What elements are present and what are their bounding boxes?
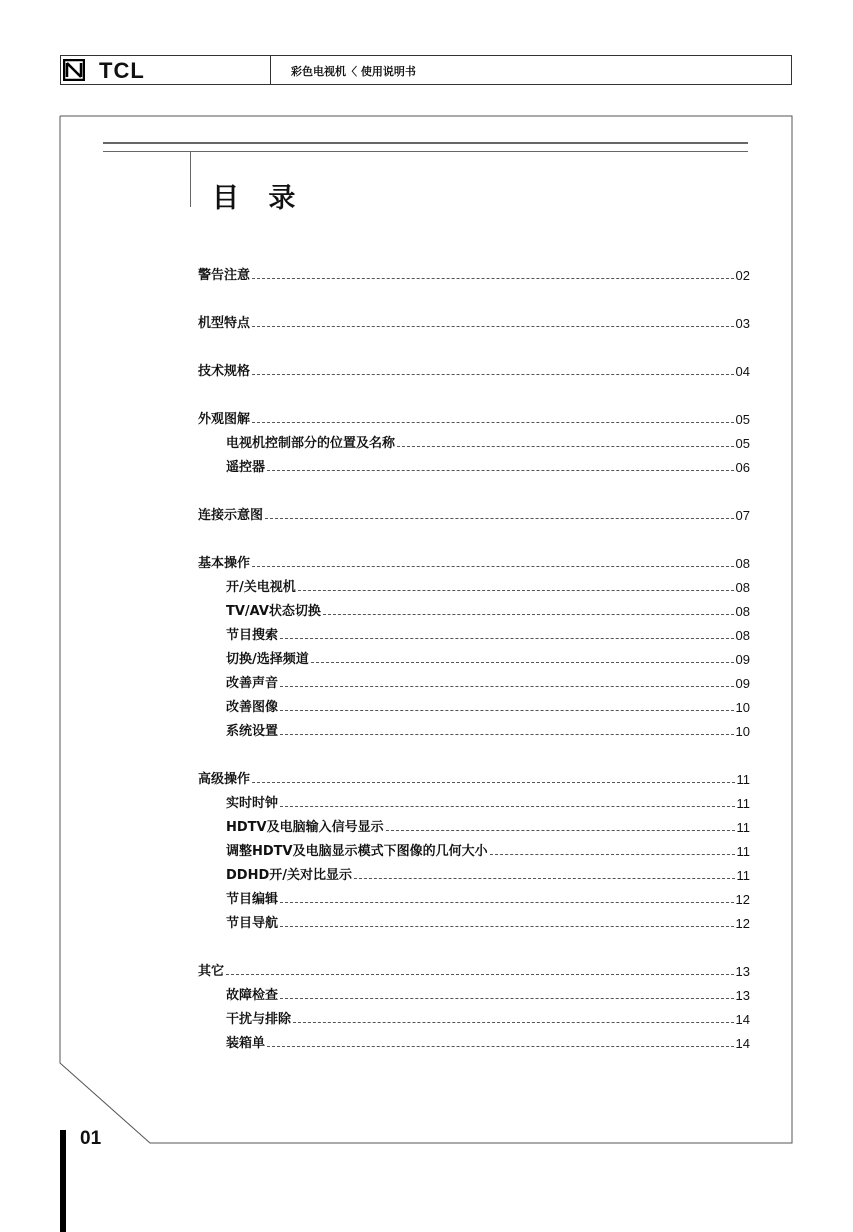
toc-leader-dashes (280, 686, 734, 687)
toc-entry[interactable] (198, 499, 750, 523)
toc-entry-label: 其它 (198, 964, 225, 979)
toc-entry[interactable] (198, 451, 750, 475)
toc-entry-page: 11 (736, 868, 750, 883)
toc-leader-dashes (280, 638, 734, 639)
toc-entry-label: 节目搜索 (226, 628, 279, 643)
toc-entry-label: 装箱单 (226, 1036, 266, 1051)
toc-entry-label: 调整HDTV及电脑显示模式下图像的几何大小 (226, 844, 488, 859)
toc-entry[interactable] (198, 883, 750, 907)
toc-leader-dashes (280, 902, 734, 903)
toc-entry-page: 14 (735, 1036, 750, 1051)
toc-entry-label: 外观图解 (198, 412, 251, 427)
toc-leader-dashes (490, 854, 735, 855)
document-title: 彩色电视机〈 使用说明书 (291, 65, 416, 78)
toc-leader-dashes (280, 710, 734, 711)
toc-entry-page: 08 (735, 556, 750, 571)
toc-leader-dashes (354, 878, 734, 879)
toc-entry[interactable] (198, 643, 750, 667)
toc-leader-dashes (280, 926, 734, 927)
toc-leader-dashes (397, 446, 734, 447)
toc-entry[interactable] (198, 907, 750, 931)
toc-entry[interactable] (198, 427, 750, 451)
toc-entry[interactable] (198, 763, 750, 787)
toc-entry-page: 14 (735, 1012, 750, 1027)
toc-entry-label: 改善声音 (226, 676, 279, 691)
toc-leader-dashes (280, 998, 734, 999)
toc-leader-dashes (267, 470, 734, 471)
toc-entry-page: 11 (736, 772, 750, 787)
toc-entry[interactable] (198, 355, 750, 379)
toc-leader-dashes (252, 278, 734, 279)
toc-entry-page: 09 (735, 676, 750, 691)
toc-entry-label: 连接示意图 (198, 508, 264, 523)
toc-entry[interactable] (198, 1027, 750, 1051)
toc-entry-label: 故障检查 (226, 988, 279, 1003)
toc-leader-dashes (252, 326, 734, 327)
toc-leader-dashes (252, 566, 734, 567)
toc-entry[interactable] (198, 403, 750, 427)
toc-entry-label: 电视机控制部分的位置及名称 (226, 436, 396, 451)
page-title: 目 录 (212, 183, 306, 214)
heading-rule-top (103, 142, 748, 144)
toc-entry-page: 09 (735, 652, 750, 667)
toc-entry-label: 遥控器 (226, 460, 266, 475)
toc-entry-label: 节目导航 (226, 916, 279, 931)
toc-entry[interactable] (198, 595, 750, 619)
toc-entry[interactable] (198, 259, 750, 283)
toc-entry-page: 10 (735, 724, 750, 739)
toc-entry-label: 系统设置 (226, 724, 279, 739)
toc-entry-page: 08 (735, 580, 750, 595)
toc-entry-page: 06 (735, 460, 750, 475)
toc-entry-label: 技术规格 (198, 364, 251, 379)
toc-entry-label: 切换/选择频道 (226, 652, 309, 667)
toc-entry-label: 机型特点 (198, 316, 251, 331)
toc-entry-label: 开/关电视机 (226, 580, 296, 595)
toc-entry[interactable] (198, 1003, 750, 1027)
toc-entry-page: 11 (736, 820, 750, 835)
toc-entry-page: 05 (735, 436, 750, 451)
toc-entry-page: 13 (735, 988, 750, 1003)
toc-leader-dashes (265, 518, 734, 519)
toc-entry[interactable] (198, 979, 750, 1003)
toc-entry-page: 03 (735, 316, 750, 331)
toc-leader-dashes (267, 1046, 734, 1047)
toc-entry-label: 实时时钟 (226, 796, 279, 811)
toc-entry-label: 改善图像 (226, 700, 279, 715)
toc-entry-label: 节目编辑 (226, 892, 279, 907)
toc-entry[interactable] (198, 859, 750, 883)
toc-leader-dashes (252, 374, 734, 375)
toc-entry-page: 10 (735, 700, 750, 715)
toc-entry[interactable] (198, 811, 750, 835)
table-of-contents (198, 259, 750, 1051)
toc-entry-page: 08 (735, 628, 750, 643)
toc-entry-page: 11 (736, 844, 750, 859)
toc-entry-label: 警告注意 (198, 268, 251, 283)
toc-entry-label: HDTV及电脑输入信号显示 (226, 820, 384, 835)
toc-entry-page: 13 (735, 964, 750, 979)
toc-entry[interactable] (198, 955, 750, 979)
toc-leader-dashes (226, 974, 734, 975)
toc-entry-page: 08 (735, 604, 750, 619)
toc-leader-dashes (280, 806, 734, 807)
toc-leader-dashes (293, 1022, 734, 1023)
heading-vertical-rule (190, 152, 191, 207)
toc-entry-page: 02 (735, 268, 750, 283)
toc-entry-page: 07 (735, 508, 750, 523)
toc-entry[interactable] (198, 691, 750, 715)
heading-rule-bottom (103, 151, 748, 152)
toc-entry[interactable] (198, 571, 750, 595)
toc-leader-dashes (386, 830, 735, 831)
toc-entry[interactable] (198, 619, 750, 643)
toc-entry[interactable] (198, 547, 750, 571)
toc-leader-dashes (298, 590, 734, 591)
toc-entry[interactable] (198, 835, 750, 859)
toc-leader-dashes (323, 614, 734, 615)
page-number: 01 (80, 1128, 102, 1149)
toc-entry-page: 04 (735, 364, 750, 379)
toc-leader-dashes (311, 662, 734, 663)
toc-entry-label: DDHD开/关对比显示 (226, 868, 353, 883)
toc-entry-label: 干扰与排除 (226, 1012, 292, 1027)
toc-entry-page: 12 (735, 892, 750, 907)
page-number-bar (60, 1130, 66, 1232)
toc-entry-page: 12 (735, 916, 750, 931)
toc-leader-dashes (252, 782, 734, 783)
toc-entry-label: TV/AV状态切换 (226, 604, 321, 619)
toc-entry-label: 基本操作 (198, 556, 251, 571)
toc-entry-page: 05 (735, 412, 750, 427)
toc-entry-page: 11 (736, 796, 750, 811)
toc-entry-label: 高级操作 (198, 772, 251, 787)
toc-entry[interactable] (198, 307, 750, 331)
toc-entry[interactable] (198, 715, 750, 739)
brand-name: TCL (99, 58, 145, 83)
toc-leader-dashes (280, 734, 734, 735)
toc-entry[interactable] (198, 667, 750, 691)
toc-entry[interactable] (198, 787, 750, 811)
toc-leader-dashes (252, 422, 734, 423)
